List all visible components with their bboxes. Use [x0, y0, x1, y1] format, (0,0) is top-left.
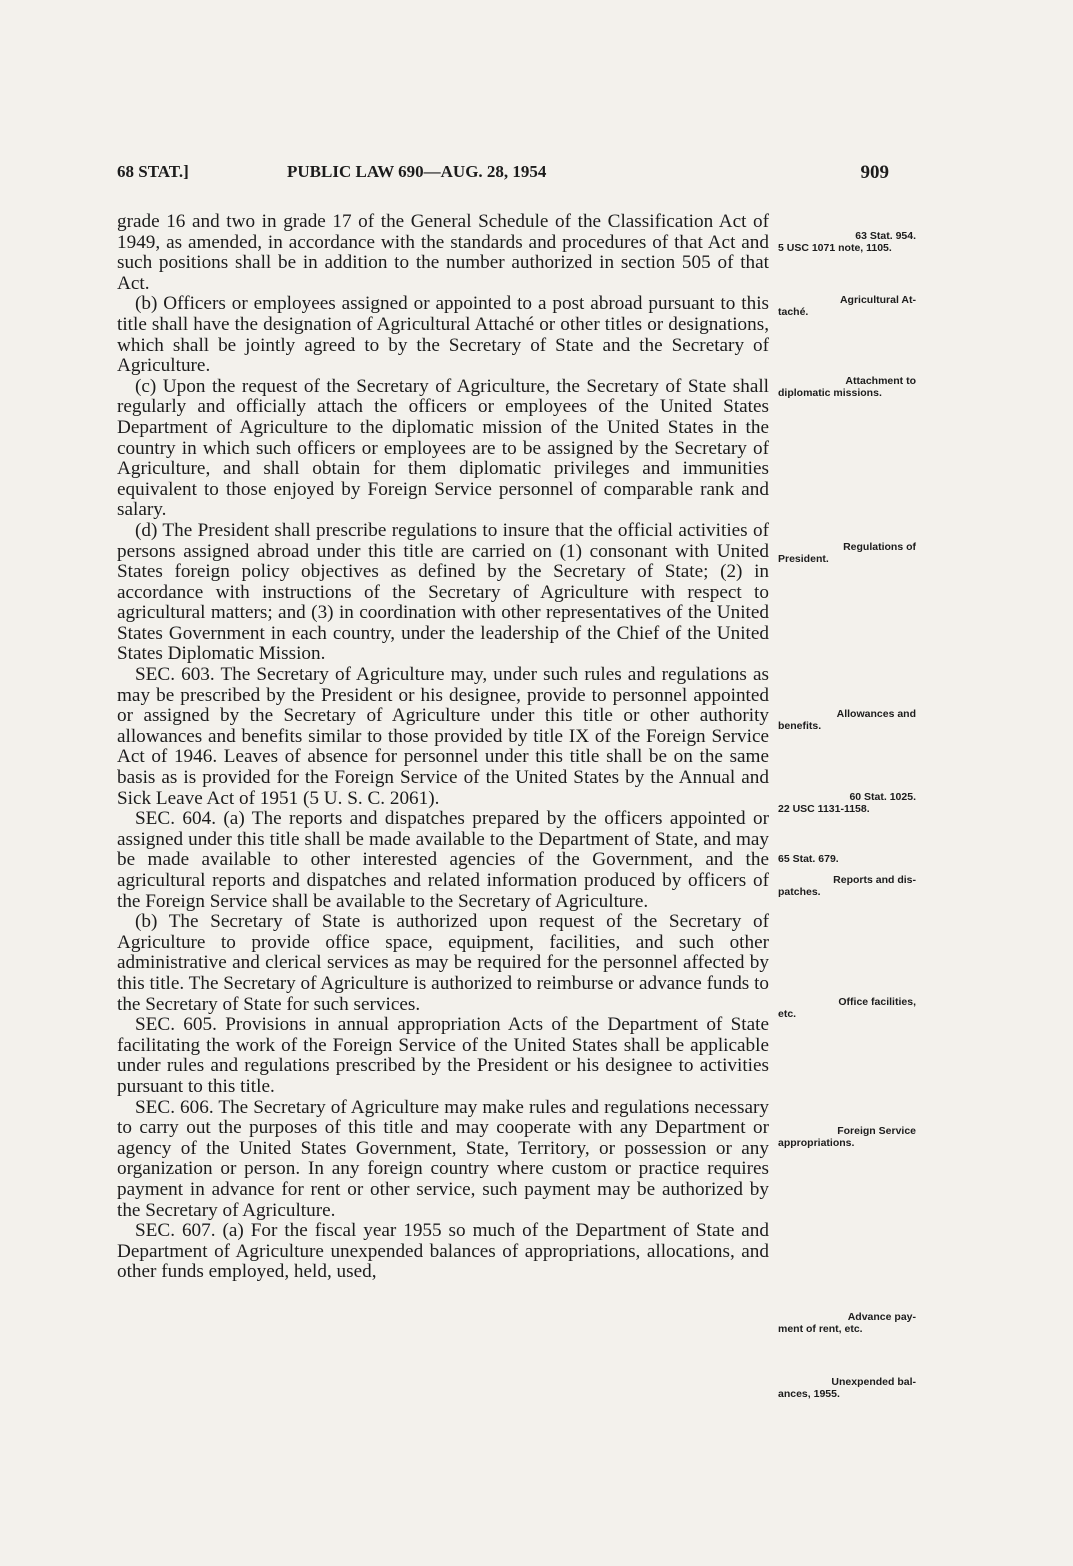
margin-note: Unexpended bal- ances, 1955. — [778, 1376, 916, 1400]
paragraph: SEC. 606. The Secretary of Agriculture may make rules and regulations necessary to carry out the purposes of this title and may cooperate with any Department or agency of the United States Government, State, Territory, or possession or any organization or person. In any foreign country where custom or practice requires payment in advance for rent or other service, such payment may be authorized by the Secretary of Agriculture. — [117, 1096, 769, 1221]
margin-note: Agricultural At- taché. — [778, 294, 916, 318]
margin-note: Reports and dis- patches. — [778, 874, 916, 898]
paragraph: SEC. 603. The Secretary of Agriculture may, under such rules and regulations as may be prescribed by the President or his designee, provide to personnel appointed or assigned by the Secretary of Agriculture under this title or other authority allowances and benefits similar to those provided by title IX of the Foreign Service Act of 1946. Leaves of absence for personnel under this title shall be on the same basis as is provided for the Foreign Service of the United States by the Annual and Sick Leave Act of 1951 (5 U. S. C. 2061). — [117, 664, 769, 809]
body-text — [117, 212, 769, 1283]
margin-note: Regulations of President. — [778, 541, 916, 565]
paragraph: (b) The Secretary of State is authorized upon request of the Secretary of Agriculture to provide office space, equipment, facilities, and such other administrative and clerical services as may be required for the personnel affected by this title. The Secretary of Agriculture is authorized to reimburse or advance funds to the Secretary of State for such services. — [117, 911, 769, 1015]
page-header — [117, 162, 889, 186]
margin-note: Foreign Service appropriations. — [778, 1125, 916, 1149]
running-title: PUBLIC LAW 690—AUG. 28, 1954 — [287, 162, 547, 181]
paragraph: SEC. 604. (a) The reports and dispatches prepared by the officers appointed or assigned under this title shall be made available to the Department of State, and may be made available to other interested agencies of the Government, and the agricultural reports and dispatches and related information produced by officers of the Foreign Service shall be available to the Secretary of Agriculture. — [117, 808, 769, 912]
margin-note: 60 Stat. 1025. 22 USC 1131-1158. — [778, 791, 916, 815]
paragraph: SEC. 605. Provisions in annual appropriation Acts of the Department of State facilitating the work of the Foreign Service of the United States shall be applicable under rules and regulations prescribed by the President or his designee to activities pursuant to this title. — [117, 1014, 769, 1097]
paragraph: (d) The President shall prescribe regulations to insure that the official activities of persons assigned abroad under this title are carried on (1) consonant with United States foreign policy objectives as defined by the Secretary of State; (2) in accordance with instructions of the Secretary of Agriculture with respect to agricultural matters; and (3) in coordination with other representatives of the United States Government in each country, under the leadership of the Chief of the United States Diplomatic Mission. — [117, 519, 769, 665]
paragraph: grade 16 and two in grade 17 of the General Schedule of the Classification Act of 1949, as amended, in accordance with the standards and procedures of that Act and such positions shall be in addition to the number authorized in section 505 of that Act. — [117, 211, 769, 294]
margin-note: 63 Stat. 954. 5 USC 1071 note, 1105. — [778, 230, 916, 254]
margin-note: Attachment to diplomatic missions. — [778, 375, 916, 399]
margin-note: 65 Stat. 679. — [778, 853, 839, 865]
margin-note: Office facilities, etc. — [778, 996, 916, 1020]
paragraph: SEC. 607. (a) For the fiscal year 1955 so much of the Department of State and Department of Agriculture unexpended balances of appropriations, allocations, and other funds employed, held, used, — [117, 1220, 769, 1283]
margin-note: Allowances and benefits. — [778, 708, 916, 732]
paragraph: (c) Upon the request of the Secretary of Agriculture, the Secretary of State shall regularly and officially attach the officers or employees of the United States Department of Agriculture to the diplomatic mission of the United States in the country in which such officers or employees are to be assigned by the Secretary of Agriculture, and shall obtain for them diplomatic privileges and immunities equivalent to those enjoyed by Foreign Service personnel of comparable rank and salary. — [117, 375, 769, 521]
volume-reference: 68 STAT.] — [117, 162, 189, 181]
page-number: 909 — [860, 162, 889, 183]
paragraph: (b) Officers or employees assigned or appointed to a post abroad pursuant to this title shall have the designation of Agricultural Attaché or other titles or designations, which shall be jointly agreed to by the Secretary of State and the Secretary of Agriculture. — [117, 293, 769, 377]
margin-note: Advance pay- ment of rent, etc. — [778, 1311, 916, 1335]
